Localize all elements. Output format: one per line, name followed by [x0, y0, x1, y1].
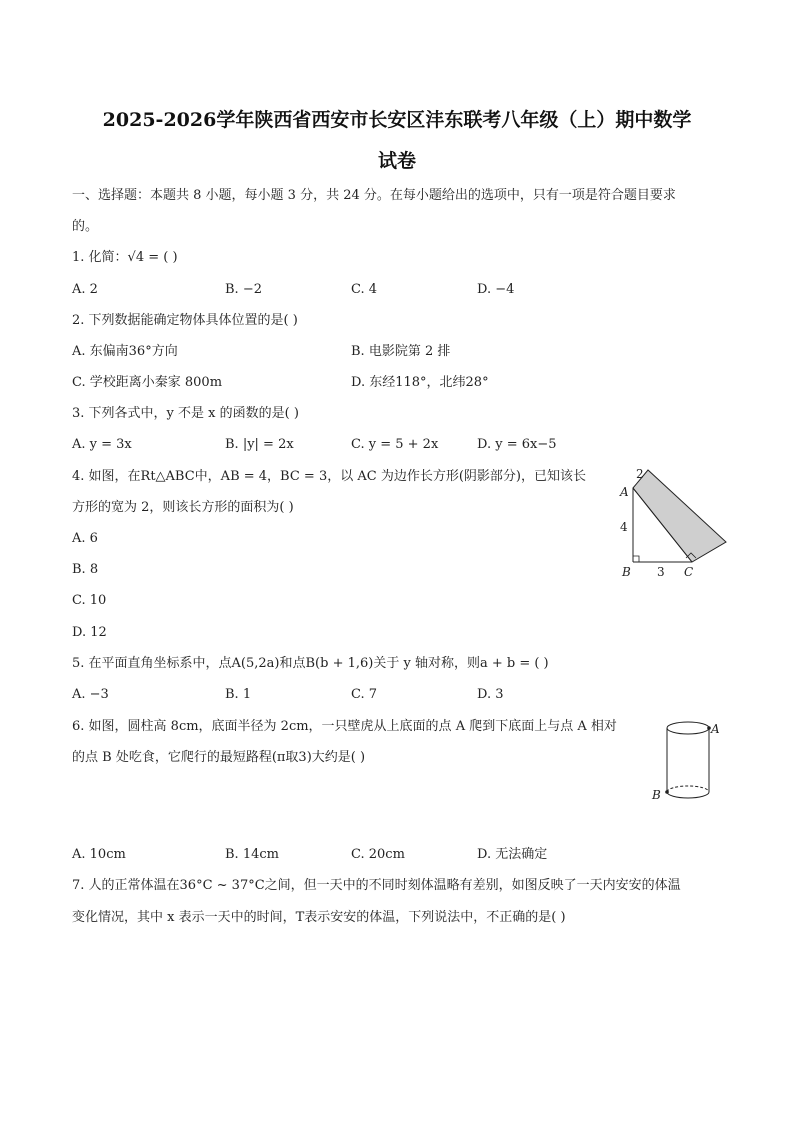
cylinder-label-a: A — [711, 722, 720, 736]
question-6-stem-line-1: 6. 如图，圆柱高 8cm，底面半径为 2cm，一只壁虎从上底面的点 A 爬到下底面上与点 A 相对 — [72, 719, 617, 734]
q1-option-c: C. 4 — [351, 282, 378, 297]
q1-option-b: B. −2 — [225, 282, 262, 297]
q4-option-b: B. 8 — [72, 562, 99, 577]
label-side-2: 2 — [636, 467, 644, 481]
q4-option-c: C. 10 — [72, 593, 107, 608]
label-side-3: 3 — [657, 565, 665, 579]
shaded-rectangle — [633, 470, 726, 562]
q6-option-a: A. 10cm — [72, 847, 126, 862]
q5-option-c: C. 7 — [351, 687, 378, 702]
cylinder-top-ellipse — [667, 722, 709, 734]
q5-option-a: A. −3 — [72, 687, 109, 702]
question-7-stem-line-2: 变化情况，其中 x 表示一天中的时间，T表示安安的体温，下列说法中，不正确的是( ) — [72, 910, 566, 925]
question-2-stem: 2. 下列数据能确定物体具体位置的是( ) — [72, 313, 298, 328]
question-1-stem: 1. 化简：√4 = ( ) — [72, 250, 178, 265]
q3-option-c: C. y = 5 + 2x — [351, 437, 439, 452]
label-point-c: C — [684, 565, 694, 579]
label-point-b: B — [622, 565, 631, 579]
q4-option-a: A. 6 — [72, 531, 98, 546]
question-3-stem: 3. 下列各式中，y 不是 x 的函数的是( ) — [72, 406, 299, 421]
q1-option-a: A. 2 — [72, 282, 98, 297]
label-point-a: A — [620, 485, 629, 499]
question-4-stem-line-2: 方形的宽为 2，则该长方形的面积为( ) — [72, 500, 294, 515]
q4-option-d: D. 12 — [72, 625, 107, 640]
section-heading-line-1: 一、选择题：本题共 8 小题，每小题 3 分，共 24 分。在每小题给出的选项中，只有一项是符合题目要求 — [72, 188, 676, 203]
exam-title-line-2: 试卷 — [377, 150, 416, 172]
question-4-stem-line-1: 4. 如图，在Rt△ABC中，AB = 4，BC = 3，以 AC 为边作长方形(阴影部分)，已知该长 — [72, 469, 586, 484]
q2-option-c: C. 学校距离小秦家 800m — [72, 375, 223, 390]
question-6-stem-line-2: 的点 B 处吃食，它爬行的最短路程(π取3)大约是( ) — [72, 750, 366, 765]
q5-option-d: D. 3 — [477, 687, 504, 702]
q3-option-d: D. y = 6x−5 — [477, 437, 557, 452]
q3-option-a: A. y = 3x — [72, 437, 132, 452]
section-heading-line-2: 的。 — [72, 219, 99, 234]
q1-option-d: D. −4 — [477, 282, 515, 297]
question-7-stem-line-1: 7. 人的正常体温在36°C ~ 37°C之间，但一天中的不同时刻体温略有差别，如图反映了一天内安安的体温 — [72, 878, 681, 893]
q6-option-c: C. 20cm — [351, 847, 405, 862]
q6-option-b: B. 14cm — [225, 847, 279, 862]
cylinder-bottom-front — [667, 792, 709, 798]
q2-option-d: D. 东经118°，北纬28° — [351, 375, 489, 390]
q5-option-b: B. 1 — [225, 687, 252, 702]
label-side-4: 4 — [620, 520, 628, 534]
q3-option-b: B. |y| = 2x — [225, 437, 294, 452]
q4-triangle-rectangle-figure — [612, 462, 732, 584]
cylinder-bottom-back-dashed — [667, 786, 709, 792]
q2-option-a: A. 东偏南36°方向 — [72, 344, 178, 359]
q6-cylinder-figure — [648, 716, 724, 808]
exam-title-line-1: 2025-2026学年陕西省西安市长安区沣东联考八年级（上）期中数学 — [102, 109, 692, 131]
q6-option-d: D. 无法确定 — [477, 847, 548, 862]
cylinder-label-b: B — [652, 788, 661, 802]
right-angle-mark-b — [633, 556, 639, 562]
question-5-stem: 5. 在平面直角坐标系中，点A(5,2a)和点B(b + 1,6)关于 y 轴对称，则a + b = ( ) — [72, 656, 549, 671]
q2-option-b: B. 电影院第 2 排 — [351, 344, 451, 359]
